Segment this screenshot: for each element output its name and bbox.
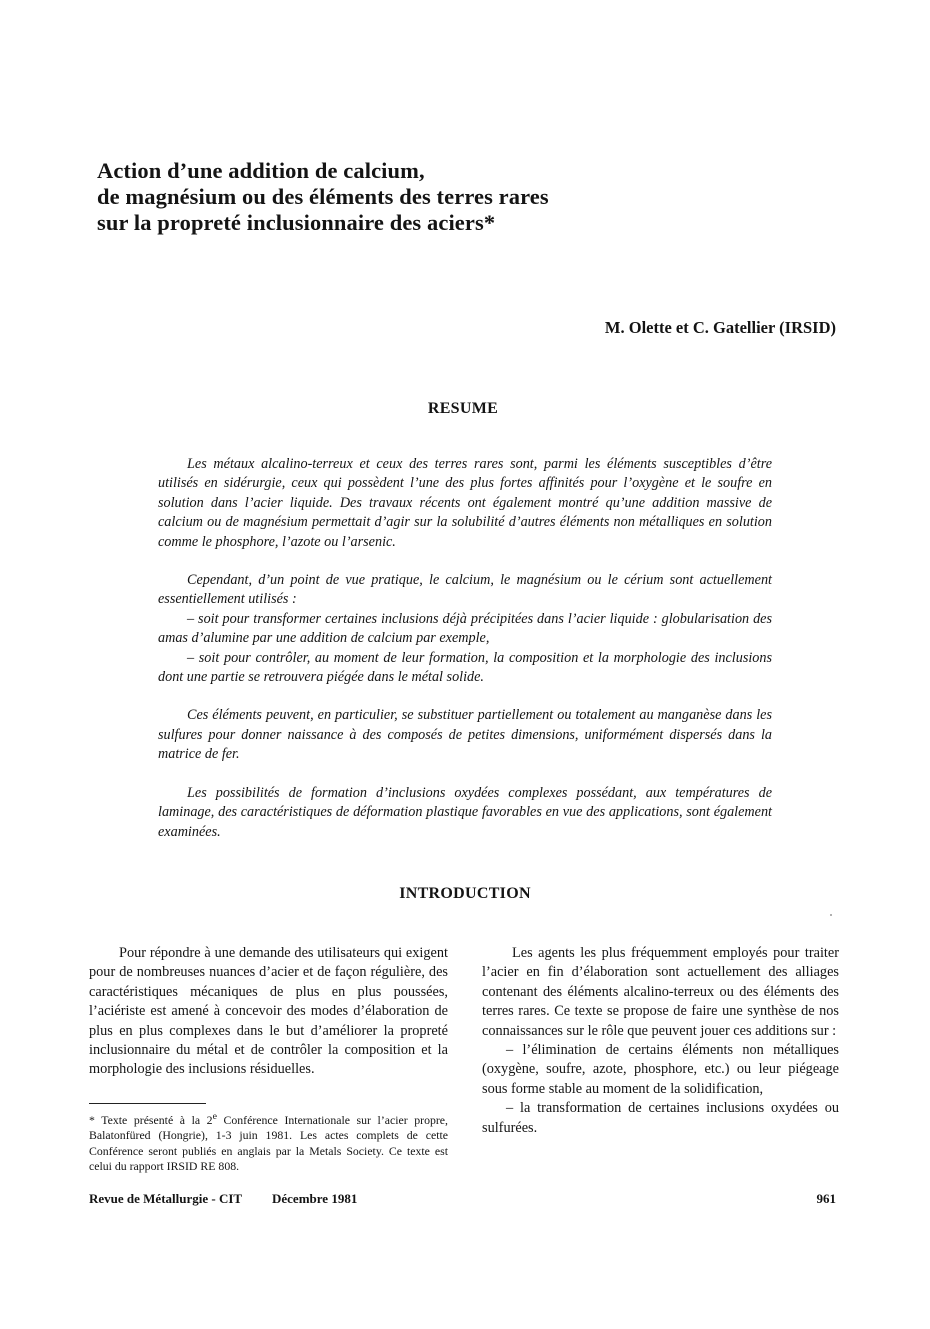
footer-journal: Revue de Métallurgie - CIT: [89, 1191, 243, 1206]
scan-speck: [830, 914, 832, 916]
footnote-rest: Conférence Internationale sur l’acier propre, Balatonfüred (Hongrie), 1-3 juin 1981. Les actes complets de cette Conférence seront publiés en anglais par la Metals Society. Ce texte est celui du rapport IRSID RE 808.: [89, 1112, 448, 1174]
resume-heading-text: RESUME: [427, 400, 499, 417]
title-line-1: Action d’une addition de calcium,: [97, 158, 425, 183]
introduction-left-column: [89, 944, 448, 1080]
page-number: 961: [816, 1191, 836, 1206]
introduction-right-item-1: – l’élimination de certains éléments non métalliques (oxygène, soufre, azote, phosphore, etc.) ou leur piégeage sous forme stable au moment de la solidification,: [482, 1042, 839, 1097]
resume-list-item-2: – soit pour contrôler, au moment de leur formation, la composition et la morphologie des inclusions dont une partie se retrouvera piégée dans le métal solide.: [158, 649, 772, 686]
title-line-2: de magnésium ou des éléments des terres rares: [97, 184, 549, 209]
introduction-right-column: [482, 944, 839, 1138]
resume-list-item-1: – soit pour transformer certaines inclusions déjà précipitées dans l’acier liquide : globularisation des amas d’alumine par une addition de calcium par exemple,: [158, 610, 772, 647]
introduction-right-paragraph: Les agents les plus fréquemment employés pour traiter l’acier en fin d’élaboration sont actuellement des alliages contenant des éléments alcalino-terreux ou des éléments des terres rares. Ce texte se propose de faire une synthèse de nos connaissances sur le rôle que peuvent jouer ces additions sur :: [482, 945, 839, 1039]
resume-paragraph-2-intro: Cependant, d’un point de vue pratique, le calcium, le magnésium ou le cérium sont actuellement essentiellement utilisés :: [158, 572, 772, 608]
introduction-heading: [0, 885, 930, 903]
article-title: [97, 158, 717, 236]
footnote-start: * Texte présenté à la 2: [89, 1112, 213, 1127]
resume-paragraph-2: [158, 571, 772, 687]
title-line-3: sur la propreté inclusionnaire des aciers*: [97, 210, 496, 235]
footnote-divider: [89, 1103, 206, 1104]
footer-date: Décembre 1981: [272, 1191, 358, 1206]
resume-paragraph-3: Ces éléments peuvent, en particulier, se substituer partiellement ou totalement au manganèse dans les sulfures pour donner naissance à des composés de petites dimensions, uniformément dispersés dans la matrice de fer.: [158, 707, 772, 763]
introduction-heading-text: INTRODUCTION: [399, 885, 531, 902]
introduction-left-paragraph: Pour répondre à une demande des utilisateurs qui exigent pour de nombreuses nuances d’acier et de façon régulière, des caractéristiques mécaniques de plus en plus poussées, l’aciériste est amené à concevoir des modes d’élaboration de plus en plus complexes dans le but d’améliorer la propreté inclusionnaire du métal et de contrôler la composition et la morphologie des inclusions résiduelles.: [89, 945, 448, 1078]
footnote-superscript: e: [212, 1111, 217, 1122]
resume-abstract: [158, 455, 772, 861]
introduction-right-item-2: – la transformation de certaines inclusions oxydées ou sulfurées.: [482, 1100, 839, 1136]
resume-paragraph-1: Les métaux alcalino-terreux et ceux des terres rares sont, parmi les éléments susceptibles d’être utilisés en sidérurgie, ceux qui possèdent l’une des plus fortes affinités pour l’oxygène et le soufre en solution dans l’acier liquide. Des travaux récents ont également montré qu’une addition massive de calcium ou de magnésium permettait d’agir sur la solubilité d’autres éléments non métalliques en solution comme le phosphore, l’azote ou l’arsenic.: [158, 456, 772, 550]
resume-paragraph-4: Les possibilités de formation d’inclusions oxydées complexes possédant, aux températures de laminage, des caractéristiques de déformation plastique favorables en vue des applications, sont également examinées.: [158, 784, 772, 840]
resume-heading: [0, 400, 930, 418]
authors: M. Olette et C. Gatellier (IRSID): [604, 318, 836, 337]
footnote: [89, 1109, 448, 1175]
